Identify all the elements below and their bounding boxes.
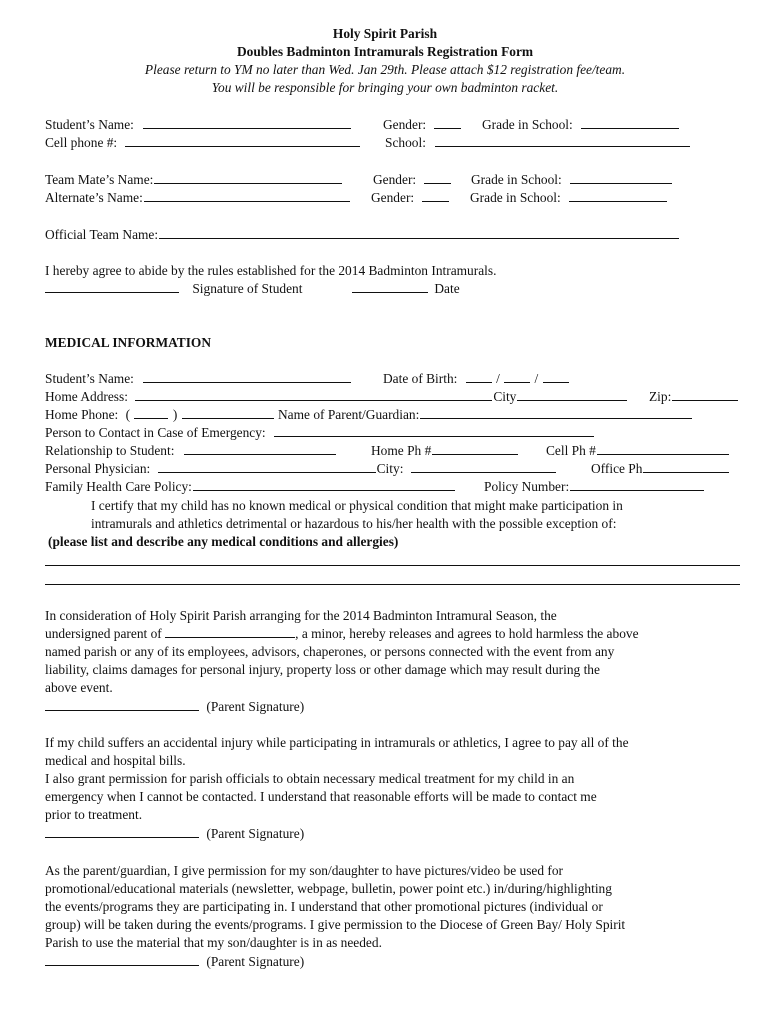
parish-title: Holy Spirit Parish xyxy=(332,26,438,41)
date-label: Date xyxy=(434,281,460,296)
cell-phone-field[interactable] xyxy=(125,134,360,147)
release-line-4: liability, claims damages for personal injury, property loss or other damage which may result during the xyxy=(45,662,600,677)
gender-label: Gender: xyxy=(383,117,427,132)
injury-line-2: medical and hospital bills. xyxy=(45,753,186,768)
parent-signature-label: (Parent Signature) xyxy=(206,826,305,841)
parent-signature-field-1[interactable] xyxy=(45,698,199,711)
form-title: Doubles Badminton Intramurals Registration Form xyxy=(236,44,534,59)
injury-line-3: I also grant permission for parish officials to obtain necessary medical treatment for my child in an xyxy=(45,771,575,786)
alternate-grade-field[interactable] xyxy=(569,189,667,202)
injury-line-4: emergency when I cannot be contacted. I understand that reasonable efforts will be made to contact me xyxy=(45,789,597,804)
dob-separator: / xyxy=(534,371,539,386)
home-ph-label: Home Ph # xyxy=(371,443,432,458)
cell-phone-label: Cell phone #: xyxy=(45,135,118,150)
city-field[interactable] xyxy=(517,388,627,401)
alternate-name-label: Alternate’s Name: xyxy=(45,190,143,205)
certify-line-2: intramurals and athletics detrimental or hazardous to his/her health with the possible exception of: xyxy=(91,516,617,531)
physician-field[interactable] xyxy=(158,460,376,473)
student-date-field[interactable] xyxy=(352,280,428,293)
media-line-5: Parish to use the material that my son/daughter is in as needed. xyxy=(45,935,382,950)
student-signature-field[interactable] xyxy=(45,280,179,293)
alternate-gender-label: Gender: xyxy=(371,190,415,205)
injury-line-5: prior to treatment. xyxy=(45,807,143,822)
conditions-line-1[interactable] xyxy=(45,565,740,566)
alternate-name-field[interactable] xyxy=(144,189,350,202)
release-line-2a: undersigned parent of xyxy=(45,626,162,641)
dob-label: Date of Birth: xyxy=(383,371,458,386)
home-phone-field[interactable] xyxy=(182,406,274,419)
city-label: City xyxy=(493,389,517,404)
relationship-field[interactable] xyxy=(184,442,336,455)
medical-student-name-label: Student’s Name: xyxy=(45,371,134,386)
teammate-name-field[interactable] xyxy=(154,171,342,184)
teammate-name-label: Team Mate’s Name: xyxy=(45,172,154,187)
home-phone-label: Home Phone: xyxy=(45,407,119,422)
home-ph-field[interactable] xyxy=(432,442,518,455)
parent-signature-field-2[interactable] xyxy=(45,825,199,838)
area-code-field[interactable] xyxy=(134,406,168,419)
teammate-grade-field[interactable] xyxy=(570,171,672,184)
alternate-gender-field[interactable] xyxy=(422,189,449,202)
grade-label: Grade in School: xyxy=(482,117,573,132)
emergency-contact-field[interactable] xyxy=(274,424,594,437)
health-policy-label: Family Health Care Policy: xyxy=(45,479,192,494)
cell-ph-field[interactable] xyxy=(597,442,729,455)
media-line-4: group) will be taken during the events/programs. I give permission to the Diocese of Green Bay/ Holy Spirit xyxy=(45,917,626,932)
parent-guardian-label: Name of Parent/Guardian: xyxy=(278,407,420,422)
teammate-gender-field[interactable] xyxy=(424,171,451,184)
health-policy-field[interactable] xyxy=(193,478,455,491)
zip-label: Zip: xyxy=(649,389,672,404)
office-ph-label: Office Ph xyxy=(591,461,643,476)
media-line-3: the events/programs they are participating in. I understand that other promotional pictures (individual or xyxy=(45,899,603,914)
dob-year-field[interactable] xyxy=(543,370,569,383)
injury-line-1: If my child suffers an accidental injury while participating in intramurals or athletics, I agree to pay all of the xyxy=(45,735,629,750)
team-name-field[interactable] xyxy=(159,226,679,239)
conditions-line-2[interactable] xyxy=(45,584,740,585)
medical-student-name-field[interactable] xyxy=(143,370,351,383)
team-name-label: Official Team Name: xyxy=(45,227,159,242)
release-line-3: named parish or any of its employees, advisors, chaperones, or persons connected with the event from any xyxy=(45,644,615,659)
release-line-1: In consideration of Holy Spirit Parish arranging for the 2014 Badminton Intramural Season, the xyxy=(45,608,557,623)
release-line-2b: , a minor, hereby releases and agrees to hold harmless the above xyxy=(295,626,639,641)
teammate-gender-label: Gender: xyxy=(373,172,417,187)
school-label: School: xyxy=(385,135,426,150)
school-field[interactable] xyxy=(435,134,690,147)
parent-signature-field-3[interactable] xyxy=(45,953,199,966)
cell-ph-label: Cell Ph # xyxy=(546,443,596,458)
release-line-5: above event. xyxy=(45,680,113,695)
grade-field[interactable] xyxy=(581,116,679,129)
policy-number-label: Policy Number: xyxy=(484,479,570,494)
home-address-field[interactable] xyxy=(135,388,492,401)
physician-city-label: City: xyxy=(376,461,404,476)
student-name-label: Student’s Name: xyxy=(45,117,134,132)
media-line-1: As the parent/guardian, I give permission for my son/daughter to have pictures/video be used for xyxy=(45,863,564,878)
signature-label: Signature of Student xyxy=(192,281,303,296)
physician-label: Personal Physician: xyxy=(45,461,151,476)
policy-number-field[interactable] xyxy=(570,478,704,491)
conditions-prompt: (please list and describe any medical conditions and allergies) xyxy=(48,534,399,549)
racket-note: You will be responsible for bringing your own badminton racket. xyxy=(211,80,559,95)
return-note: Please return to YM no later than Wed. Jan 29th. Please attach $12 registration fee/team. xyxy=(144,62,626,77)
certify-line-1: I certify that my child has no known medical or physical condition that might make participation in xyxy=(91,498,623,513)
teammate-grade-label: Grade in School: xyxy=(471,172,562,187)
office-ph-field[interactable] xyxy=(643,460,729,473)
agreement-text: I hereby agree to abide by the rules established for the 2014 Badminton Intramurals. xyxy=(45,263,497,278)
gender-field[interactable] xyxy=(434,116,461,129)
physician-city-field[interactable] xyxy=(411,460,556,473)
parent-signature-label: (Parent Signature) xyxy=(206,699,305,714)
paren-close: ) xyxy=(172,407,178,422)
zip-field[interactable] xyxy=(672,388,738,401)
minor-name-field[interactable] xyxy=(165,625,295,638)
parent-guardian-field[interactable] xyxy=(420,406,692,419)
home-address-label: Home Address: xyxy=(45,389,128,404)
dob-month-field[interactable] xyxy=(466,370,492,383)
relationship-label: Relationship to Student: xyxy=(45,443,175,458)
student-name-field[interactable] xyxy=(143,116,351,129)
medical-heading: MEDICAL INFORMATION xyxy=(45,335,212,350)
dob-day-field[interactable] xyxy=(504,370,530,383)
paren-open: ( xyxy=(125,407,131,422)
emergency-contact-label: Person to Contact in Case of Emergency: xyxy=(45,425,266,440)
media-line-2: promotional/educational materials (newsletter, webpage, bulletin, power point etc.) in/during/highlighting xyxy=(45,881,612,896)
alternate-grade-label: Grade in School: xyxy=(470,190,561,205)
dob-separator: / xyxy=(496,371,500,386)
parent-signature-label: (Parent Signature) xyxy=(206,954,305,969)
